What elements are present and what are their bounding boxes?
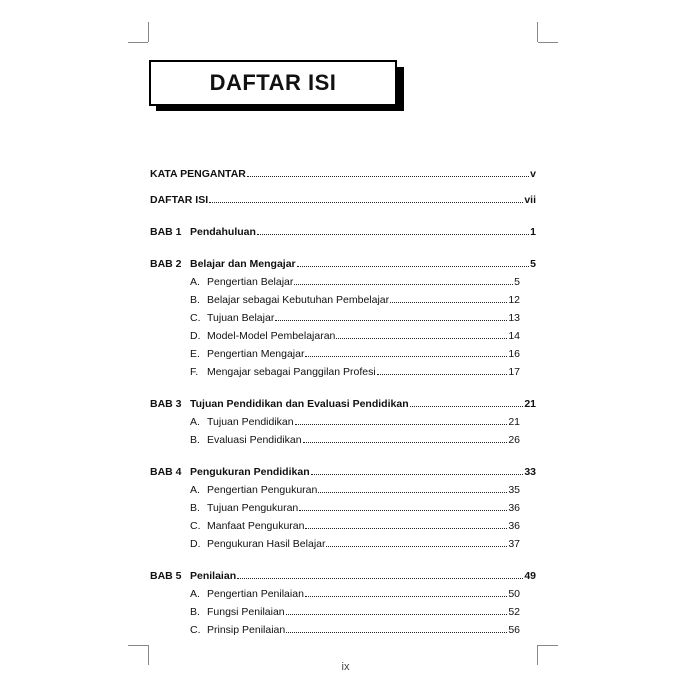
toc-subentry <box>150 432 520 446</box>
toc-subentry <box>150 328 520 342</box>
entry-label: Evaluasi Pendidikan <box>207 434 302 446</box>
dot-leader <box>297 266 530 267</box>
entry-page: vii <box>524 194 536 206</box>
dot-leader <box>295 424 508 425</box>
toc-subentry <box>150 536 520 550</box>
entry-label: Belajar dan Mengajar <box>190 258 296 270</box>
entry-page: 21 <box>524 398 536 410</box>
entry-label: Pengertian Pengukuran <box>207 484 318 496</box>
crop-mark-bottom-left-h <box>128 645 148 646</box>
toc-subentry <box>150 500 520 514</box>
entry-page: 36 <box>508 502 520 514</box>
dot-leader <box>311 474 524 475</box>
entry-page: 14 <box>508 330 520 342</box>
chapter-number: BAB 3 <box>150 398 182 410</box>
dot-leader <box>326 546 507 547</box>
toc-subentry <box>150 346 520 360</box>
toc-subentry <box>150 586 520 600</box>
toc-subentry <box>150 310 520 324</box>
item-letter: B. <box>190 294 200 306</box>
entry-page: 37 <box>508 538 520 550</box>
dot-leader <box>237 578 523 579</box>
item-letter: D. <box>190 330 201 342</box>
entry-label: Tujuan Belajar <box>207 312 275 324</box>
dot-leader <box>303 442 508 443</box>
entry-page: 17 <box>508 366 520 378</box>
entry-page: 49 <box>524 570 536 582</box>
dot-leader <box>318 492 507 493</box>
entry-label: Penilaian <box>190 570 237 582</box>
dot-leader <box>305 356 507 357</box>
entry-label: Tujuan Pengukuran <box>207 502 299 514</box>
toc-subentry <box>150 414 520 428</box>
dot-leader <box>247 176 529 177</box>
entry-label: DAFTAR ISI <box>150 194 209 206</box>
dot-leader <box>305 596 507 597</box>
entry-page: 56 <box>508 624 520 636</box>
chapter-number: BAB 2 <box>150 258 182 270</box>
entry-page: 33 <box>524 466 536 478</box>
page-number: ix <box>341 661 350 673</box>
toc-subentry <box>150 604 520 618</box>
entry-label: Pengukuran Hasil Belajar <box>207 538 326 550</box>
dot-leader <box>209 202 523 203</box>
toc-subentry <box>150 364 520 378</box>
dot-leader <box>257 234 529 235</box>
toc-entry <box>150 464 536 478</box>
item-letter: A. <box>190 276 200 288</box>
entry-page: 1 <box>530 226 536 238</box>
toc-subentry <box>150 518 520 532</box>
page-title: DAFTAR ISI <box>209 70 337 95</box>
chapter-number: BAB 4 <box>150 466 182 478</box>
dot-leader <box>286 614 508 615</box>
dot-leader <box>336 338 507 339</box>
title-box <box>149 60 397 106</box>
dot-leader <box>299 510 507 511</box>
entry-label: Fungsi Penilaian <box>207 606 285 618</box>
dot-leader <box>275 320 507 321</box>
dot-leader <box>377 374 508 375</box>
crop-mark-top-right-h <box>538 42 558 43</box>
item-letter: A. <box>190 484 200 496</box>
chapter-number: BAB 1 <box>150 226 182 238</box>
toc-subentry <box>150 482 520 496</box>
item-letter: E. <box>190 348 200 360</box>
entry-page: 52 <box>508 606 520 618</box>
entry-page: 35 <box>508 484 520 496</box>
item-letter: C. <box>190 312 201 324</box>
entry-page: 36 <box>508 520 520 532</box>
entry-label: KATA PENGANTAR <box>150 168 246 180</box>
dot-leader <box>286 632 507 633</box>
entry-label: Prinsip Penilaian <box>207 624 286 636</box>
entry-page: 50 <box>508 588 520 600</box>
toc-entry <box>150 192 536 206</box>
crop-mark-top-left <box>148 22 149 42</box>
crop-mark-top-right <box>537 22 538 42</box>
entry-label: Tujuan Pendidikan dan Evaluasi Pendidikan <box>190 398 409 410</box>
toc-entry <box>150 568 536 582</box>
entry-label: Pengertian Penilaian <box>207 588 304 600</box>
dot-leader <box>305 528 507 529</box>
item-letter: B. <box>190 502 200 514</box>
chapter-number: BAB 5 <box>150 570 182 582</box>
entry-label: Pengertian Mengajar <box>207 348 305 360</box>
entry-label: Pendahuluan <box>190 226 256 238</box>
toc-entry <box>150 396 536 410</box>
item-letter: B. <box>190 434 200 446</box>
item-letter: C. <box>190 624 201 636</box>
entry-label: Pengertian Belajar <box>207 276 294 288</box>
entry-label: Model-Model Pembelajaran <box>207 330 336 342</box>
entry-page: 13 <box>508 312 520 324</box>
item-letter: F. <box>190 366 199 378</box>
entry-label: Pengukuran Pendidikan <box>190 466 310 478</box>
entry-page: 26 <box>508 434 520 446</box>
dot-leader <box>294 284 513 285</box>
entry-page: 5 <box>530 258 536 270</box>
entry-label: Tujuan Pendidikan <box>207 416 294 428</box>
entry-page: 12 <box>508 294 520 306</box>
item-letter: A. <box>190 588 200 600</box>
toc-subentry <box>150 292 520 306</box>
toc-subentry <box>150 622 520 636</box>
entry-label: Mengajar sebagai Panggilan Profesi <box>207 366 376 378</box>
item-letter: C. <box>190 520 201 532</box>
entry-page: 5 <box>514 276 520 288</box>
dot-leader <box>410 406 524 407</box>
entry-label: Belajar sebagai Kebutuhan Pembelajar <box>207 294 390 306</box>
toc-subentry <box>150 274 520 288</box>
toc-entry <box>150 166 536 180</box>
entry-page: 16 <box>508 348 520 360</box>
toc-entry <box>150 224 536 238</box>
item-letter: A. <box>190 416 200 428</box>
crop-mark-bottom-right-h <box>538 645 558 646</box>
toc-entry <box>150 256 536 270</box>
item-letter: B. <box>190 606 200 618</box>
entry-label: Manfaat Pengukuran <box>207 520 305 532</box>
item-letter: D. <box>190 538 201 550</box>
entry-page: v <box>530 168 536 180</box>
entry-page: 21 <box>508 416 520 428</box>
crop-mark-top-left-h <box>128 42 148 43</box>
dot-leader <box>390 302 507 303</box>
